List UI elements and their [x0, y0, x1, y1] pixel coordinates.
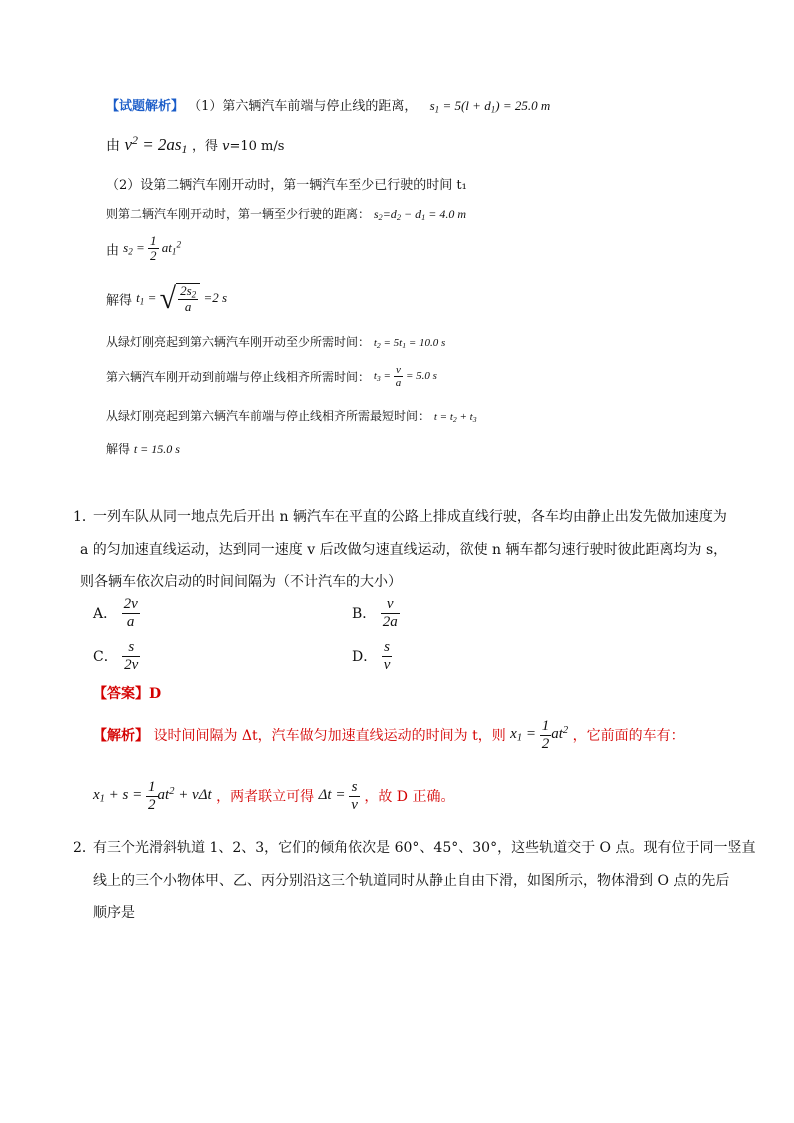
solution-line-4	[106, 205, 466, 222]
q1-option-b-den: 2a	[382, 613, 398, 630]
solution-line-2-formula: $v^2 = 2as_1$	[124, 133, 188, 156]
solution-line-7-text: 从绿灯刚亮起到第六辆汽车刚开动至少所需时间：	[106, 335, 371, 349]
q1-analysis-formula-2: $x_1 + s$ = $\frac{1}{2}$ $at^2 + v\Delta t$	[93, 779, 212, 813]
solution-line-1-text: （1）第六辆汽车前端与停止线的距离，	[188, 99, 418, 114]
solution-line-9-formula: $t = t_2 + t_3$	[433, 411, 477, 424]
solution-line-8	[106, 364, 437, 389]
solution-line-4-text: 则第二辆汽车刚开动时，第一辆至少行驶的距离：	[106, 207, 371, 221]
q1-option-b[interactable]	[352, 596, 400, 630]
q1-stem-line-2: a 的匀加速直线运动，达到同一速度 v 后改做匀速直线运动，欲使 n 辆车都匀速行驶时彼此距离均为 s，	[80, 542, 728, 558]
q1-analysis-tag: 【解析】	[93, 728, 149, 744]
solution-line-6-formula: $t_1$ = √ $\frac{2s_2}{a}$ =2 s	[136, 281, 228, 315]
q1-option-c-label: C．	[93, 649, 118, 665]
q1-option-a-den: a	[122, 613, 140, 631]
solution-line-6	[106, 283, 227, 315]
q1-answer	[93, 683, 161, 703]
q1-analysis-text-1-end: ，它前面的车有：	[572, 728, 685, 744]
solution-line-10-text: 解得	[106, 442, 131, 456]
solution-line-8-text: 第六辆汽车刚开动到前端与停止线相齐所需时间：	[106, 370, 371, 385]
q1-option-d-num: s	[384, 639, 390, 655]
q1-option-b-label: B．	[352, 606, 377, 622]
q2-number: 2．	[73, 840, 96, 856]
q1-analysis-line-1	[93, 718, 685, 752]
q1-answer-value: D	[149, 686, 162, 702]
q1-option-c-num: s	[128, 639, 135, 655]
q1-option-d[interactable]	[352, 639, 392, 673]
q1-number: 1．	[73, 509, 96, 525]
solution-line-5	[106, 234, 181, 264]
solution-line-5-formula: $s_2$ = $\frac{1}{2}$ $at_1^2$	[123, 233, 182, 264]
q1-analysis-text-2-end: ，故 D 正确。	[364, 789, 455, 805]
solution-line-1	[106, 95, 550, 114]
q1-option-a-num: 2v	[123, 596, 138, 612]
q1-option-c[interactable]	[93, 639, 140, 673]
q1-answer-tag: 【答案】	[93, 686, 149, 702]
q1-analysis-text-2-mid: ，两者联立可得	[216, 789, 315, 805]
q2-stem-line-3: 顺序是	[93, 905, 135, 921]
solution-header-tag: 【试题解析】	[106, 99, 185, 114]
solution-line-10	[106, 440, 180, 457]
solution-line-10-formula: t = 15.0 s	[133, 442, 180, 456]
q1-option-d-fraction	[382, 639, 393, 673]
q1-option-d-label: D．	[352, 649, 378, 665]
q2-stem-line-1: 有三个光滑斜轨道 1、2、3，它们的倾角依次是 60°、45°、30°，这些轨道交于 O 点。现有位于同一竖直	[93, 840, 756, 856]
q2-stem-line-2: 线上的三个小物体甲、乙、丙分别沿这三个轨道同时从静止自由下滑，如图所示，物体滑到 O 点的先后	[93, 873, 730, 889]
solution-line-5-text: 由	[106, 243, 120, 259]
solution-line-2	[106, 133, 284, 157]
q1-analysis-line-2	[93, 779, 454, 813]
solution-line-7-formula: $t_2 = 5t_1 = 10.0$ s	[373, 337, 446, 350]
q1-option-a-fraction	[122, 596, 140, 630]
q1-analysis-formula-3: Δt = $\frac{s}{v}$	[318, 779, 358, 813]
solution-line-6-text: 解得	[106, 293, 133, 309]
q1-option-b-num: v	[386, 596, 394, 612]
q1-option-d-den: v	[383, 656, 391, 673]
solution-line-8-formula: $t_3$ = $\frac{v}{a}$ = 5.0 s	[373, 364, 437, 390]
solution-line-9-text: 从绿灯刚亮起到第六辆汽车前端与停止线相齐所需最短时间：	[106, 409, 431, 423]
q1-option-b-fraction	[381, 596, 400, 630]
q1-option-c-den: 2v	[124, 656, 139, 673]
q1-analysis-formula-1: $x_1$ = $\frac{1}{2}$ $at^2$	[510, 718, 569, 752]
solution-line-3: （2）设第二辆汽车刚开动时，第一辆汽车至少已行驶的时间 t₁	[106, 178, 467, 193]
solution-line-2-text: 由	[106, 137, 120, 154]
solution-line-4-formula: $s_2=d_2 - d_1 = 4.0$ m	[373, 207, 467, 223]
solution-line-2-result: ，得 v=10 m/s	[191, 138, 285, 154]
q1-option-a-label: A．	[93, 606, 118, 622]
q1-stem-line-1: 一列车队从同一地点先后开出 n 辆汽车在平直的公路上排成直线行驶，各车均由静止出发先做加速度为	[93, 509, 727, 525]
q1-analysis-text-1: 设时间间隔为 Δt，汽车做匀加速直线运动的时间为 t，则	[153, 728, 506, 744]
solution-line-7	[106, 333, 445, 350]
q1-option-c-fraction	[122, 639, 140, 673]
solution-line-9	[106, 407, 477, 424]
q1-stem-line-3: 则各辆车依次启动的时间间隔为（不计汽车的大小）	[80, 574, 402, 590]
solution-line-1-formula: $s_1 = 5(l + d_1) = 25.0$ m	[429, 98, 551, 115]
q1-option-a[interactable]	[93, 596, 140, 630]
